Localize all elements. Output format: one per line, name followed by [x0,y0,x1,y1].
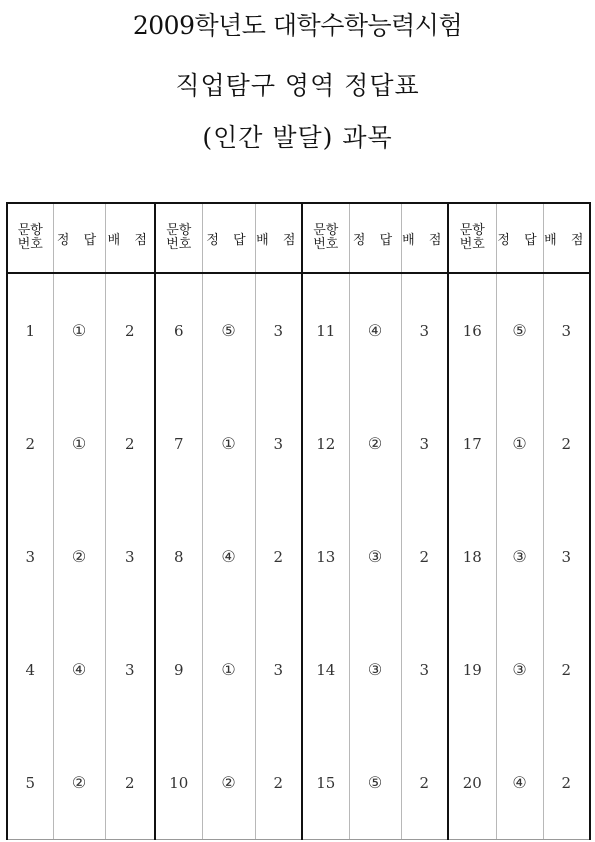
answer-value: ② [53,726,105,840]
answer-value: ① [53,387,105,500]
answer-value: ⑤ [349,726,401,840]
col-header-answer: 정 답 [202,203,255,273]
question-number: 20 [448,726,496,840]
answer-value: ② [202,726,255,840]
points-value: 2 [105,273,155,387]
answer-value: ④ [349,273,401,387]
question-number: 16 [448,273,496,387]
header-row [7,203,590,273]
answer-value: ③ [496,613,543,726]
points-value: 2 [543,387,590,500]
col-header-number: 문항 번호 [155,203,202,273]
question-number: 11 [302,273,349,387]
answer-value: ③ [496,500,543,613]
answer-value: ① [202,387,255,500]
points-value: 3 [401,613,448,726]
question-number: 10 [155,726,202,840]
points-value: 2 [255,726,302,840]
answer-value: ① [202,613,255,726]
question-number: 12 [302,387,349,500]
table-row [7,500,590,613]
answer-value: ② [53,500,105,613]
col-header-points: 배 점 [543,203,590,273]
question-number: 18 [448,500,496,613]
col-header-points: 배 점 [255,203,302,273]
question-number: 9 [155,613,202,726]
table-row [7,387,590,500]
question-number: 2 [7,387,53,500]
points-value: 2 [105,387,155,500]
question-number: 14 [302,613,349,726]
points-value: 3 [401,273,448,387]
question-number: 1 [7,273,53,387]
question-number: 5 [7,726,53,840]
answer-value: ⑤ [202,273,255,387]
question-number: 7 [155,387,202,500]
col-header-answer: 정 답 [53,203,105,273]
subject-title: (인간 발달) 과목 [202,123,393,152]
exam-title: 2009학년도 대학수학능력시험 [132,11,463,40]
answer-table [6,202,591,840]
points-value: 3 [255,387,302,500]
question-number: 17 [448,387,496,500]
points-value: 2 [105,726,155,840]
points-value: 2 [401,726,448,840]
points-value: 2 [255,500,302,613]
question-number: 8 [155,500,202,613]
col-header-answer: 정 답 [349,203,401,273]
question-number: 13 [302,500,349,613]
points-value: 3 [401,387,448,500]
answer-value: ⑤ [496,273,543,387]
question-number: 3 [7,500,53,613]
col-header-answer: 정 답 [496,203,543,273]
answer-value: ③ [349,500,401,613]
answer-value: ① [53,273,105,387]
answer-value: ③ [349,613,401,726]
table-row [7,726,590,840]
points-value: 3 [543,500,590,613]
points-value: 3 [255,273,302,387]
col-header-points: 배 점 [401,203,448,273]
answer-value: ④ [496,726,543,840]
col-header-number: 문항 번호 [302,203,349,273]
table-row [7,273,590,387]
table-row [7,613,590,726]
col-header-number: 문항 번호 [448,203,496,273]
question-number: 4 [7,613,53,726]
question-number: 19 [448,613,496,726]
answer-value: ① [496,387,543,500]
question-number: 15 [302,726,349,840]
points-value: 3 [543,273,590,387]
answer-value: ④ [202,500,255,613]
points-value: 3 [105,613,155,726]
answer-key-title: 직업탐구 영역 정답표 [175,71,420,100]
col-header-number: 문항 번호 [7,203,53,273]
points-value: 3 [105,500,155,613]
answer-value: ② [349,387,401,500]
question-number: 6 [155,273,202,387]
points-value: 3 [255,613,302,726]
points-value: 2 [543,726,590,840]
col-header-points: 배 점 [105,203,155,273]
points-value: 2 [543,613,590,726]
answer-value: ④ [53,613,105,726]
points-value: 2 [401,500,448,613]
